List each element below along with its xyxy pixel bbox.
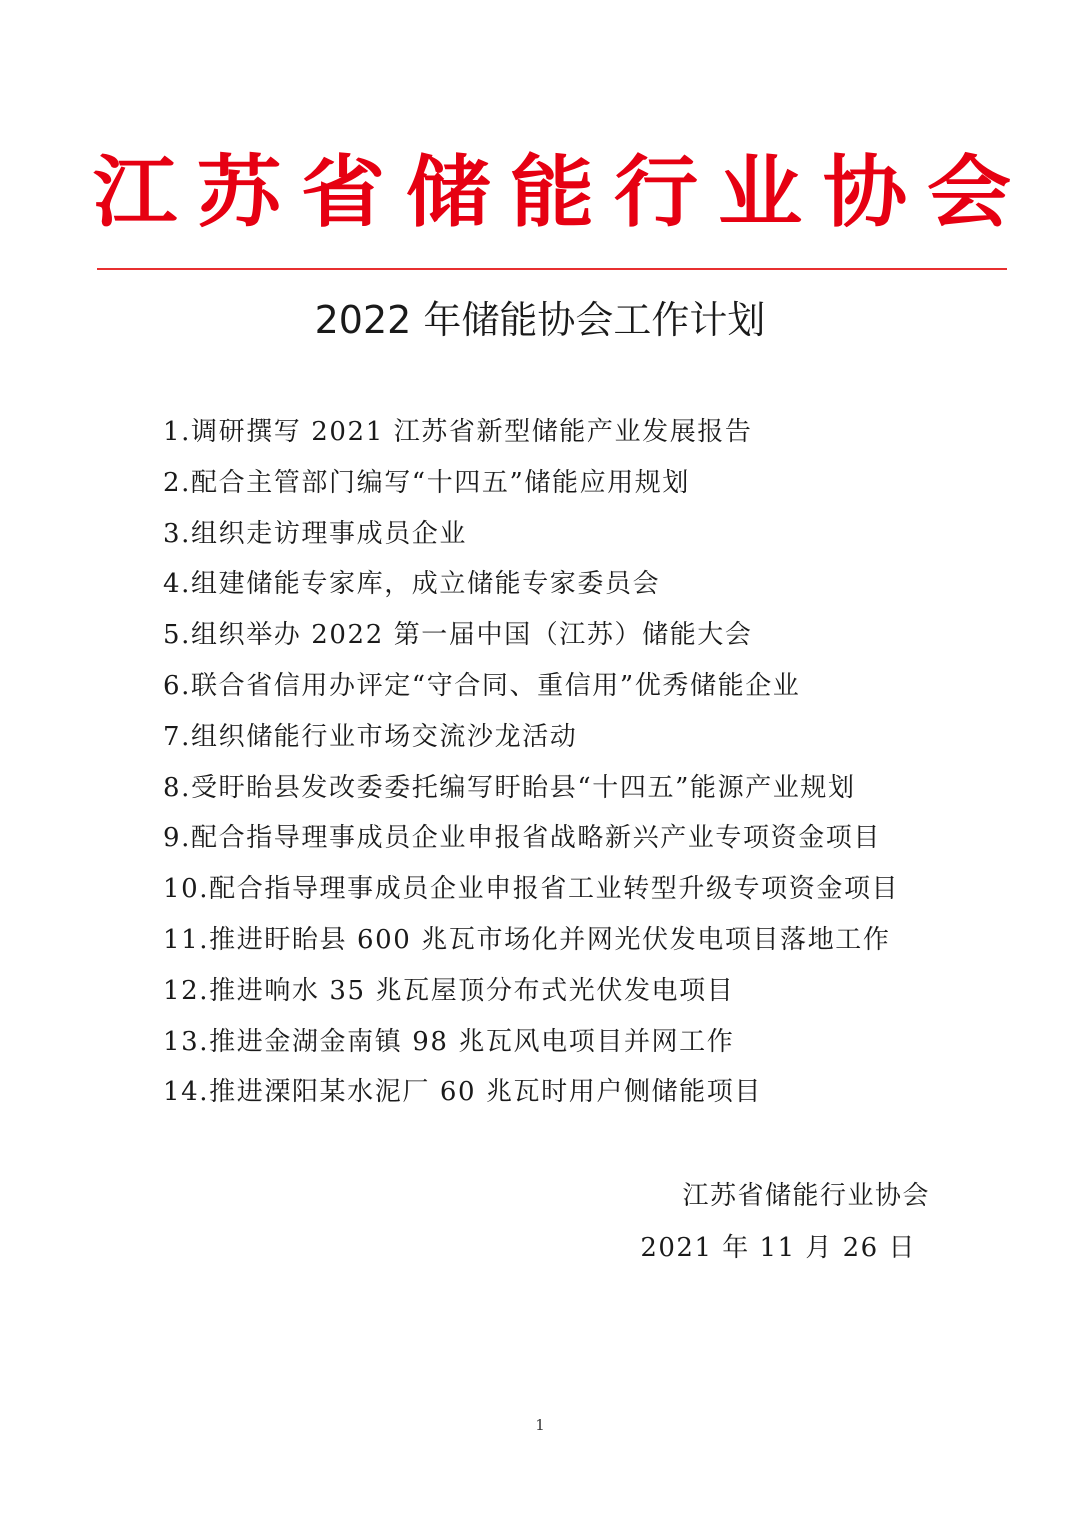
signature-block <box>640 1170 930 1274</box>
plan-item: 11.推进盱眙县 600 兆瓦市场化并网光伏发电项目落地工作 <box>163 924 891 955</box>
plan-item: 10.配合指导理事成员企业申报省工业转型升级专项资金项目 <box>163 874 900 905</box>
letterhead-divider <box>97 268 1007 270</box>
letterhead-char: 江 <box>92 148 178 238</box>
letterhead-char: 业 <box>718 148 803 238</box>
plan-item: 4.组建储能专家库，成立储能专家委员会 <box>163 569 661 600</box>
plan-item: 6.联合省信用办评定“守合同、重信用”优秀储能企业 <box>163 670 801 701</box>
letterhead-char: 省 <box>301 148 386 238</box>
plan-item: 9.配合指导理事成员企业申报省战略新兴产业专项资金项目 <box>163 823 882 854</box>
org-letterhead <box>92 138 1012 248</box>
letterhead-char: 协 <box>822 148 907 238</box>
plan-item: 3.组织走访理事成员企业 <box>163 518 468 549</box>
plan-item: 13.推进金湖金南镇 98 兆瓦风电项目并网工作 <box>163 1026 735 1057</box>
letterhead-char: 行 <box>614 148 699 238</box>
plan-item: 12.推进响水 35 兆瓦屋顶分布式光伏发电项目 <box>163 975 735 1006</box>
document-title: 2022 年储能协会工作计划 <box>314 298 766 342</box>
plan-item: 2.配合主管部门编写“十四五”储能应用规划 <box>163 467 690 498</box>
page-number: 1 <box>535 1416 545 1434</box>
plan-item: 8.受盱眙县发改委委托编写盱眙县“十四五”能源产业规划 <box>163 772 856 803</box>
signature-date: 2021 年 11 月 26 日 <box>640 1233 916 1263</box>
plan-item: 1.调研撰写 2021 江苏省新型储能产业发展报告 <box>163 417 753 447</box>
plan-item: 5.组织举办 2022 第一届中国（江苏）储能大会 <box>163 620 753 651</box>
work-plan-list <box>163 407 899 1118</box>
letterhead-char: 会 <box>926 148 1012 238</box>
plan-item: 14.推进溧阳某水泥厂 60 兆瓦时用户侧储能项目 <box>163 1077 762 1108</box>
signature-org: 江苏省储能行业协会 <box>682 1181 930 1211</box>
letterhead-char: 能 <box>509 148 595 238</box>
letterhead-char: 苏 <box>197 148 282 238</box>
letterhead-char: 储 <box>405 148 490 238</box>
plan-item: 7.组织储能行业市场交流沙龙活动 <box>163 721 578 752</box>
